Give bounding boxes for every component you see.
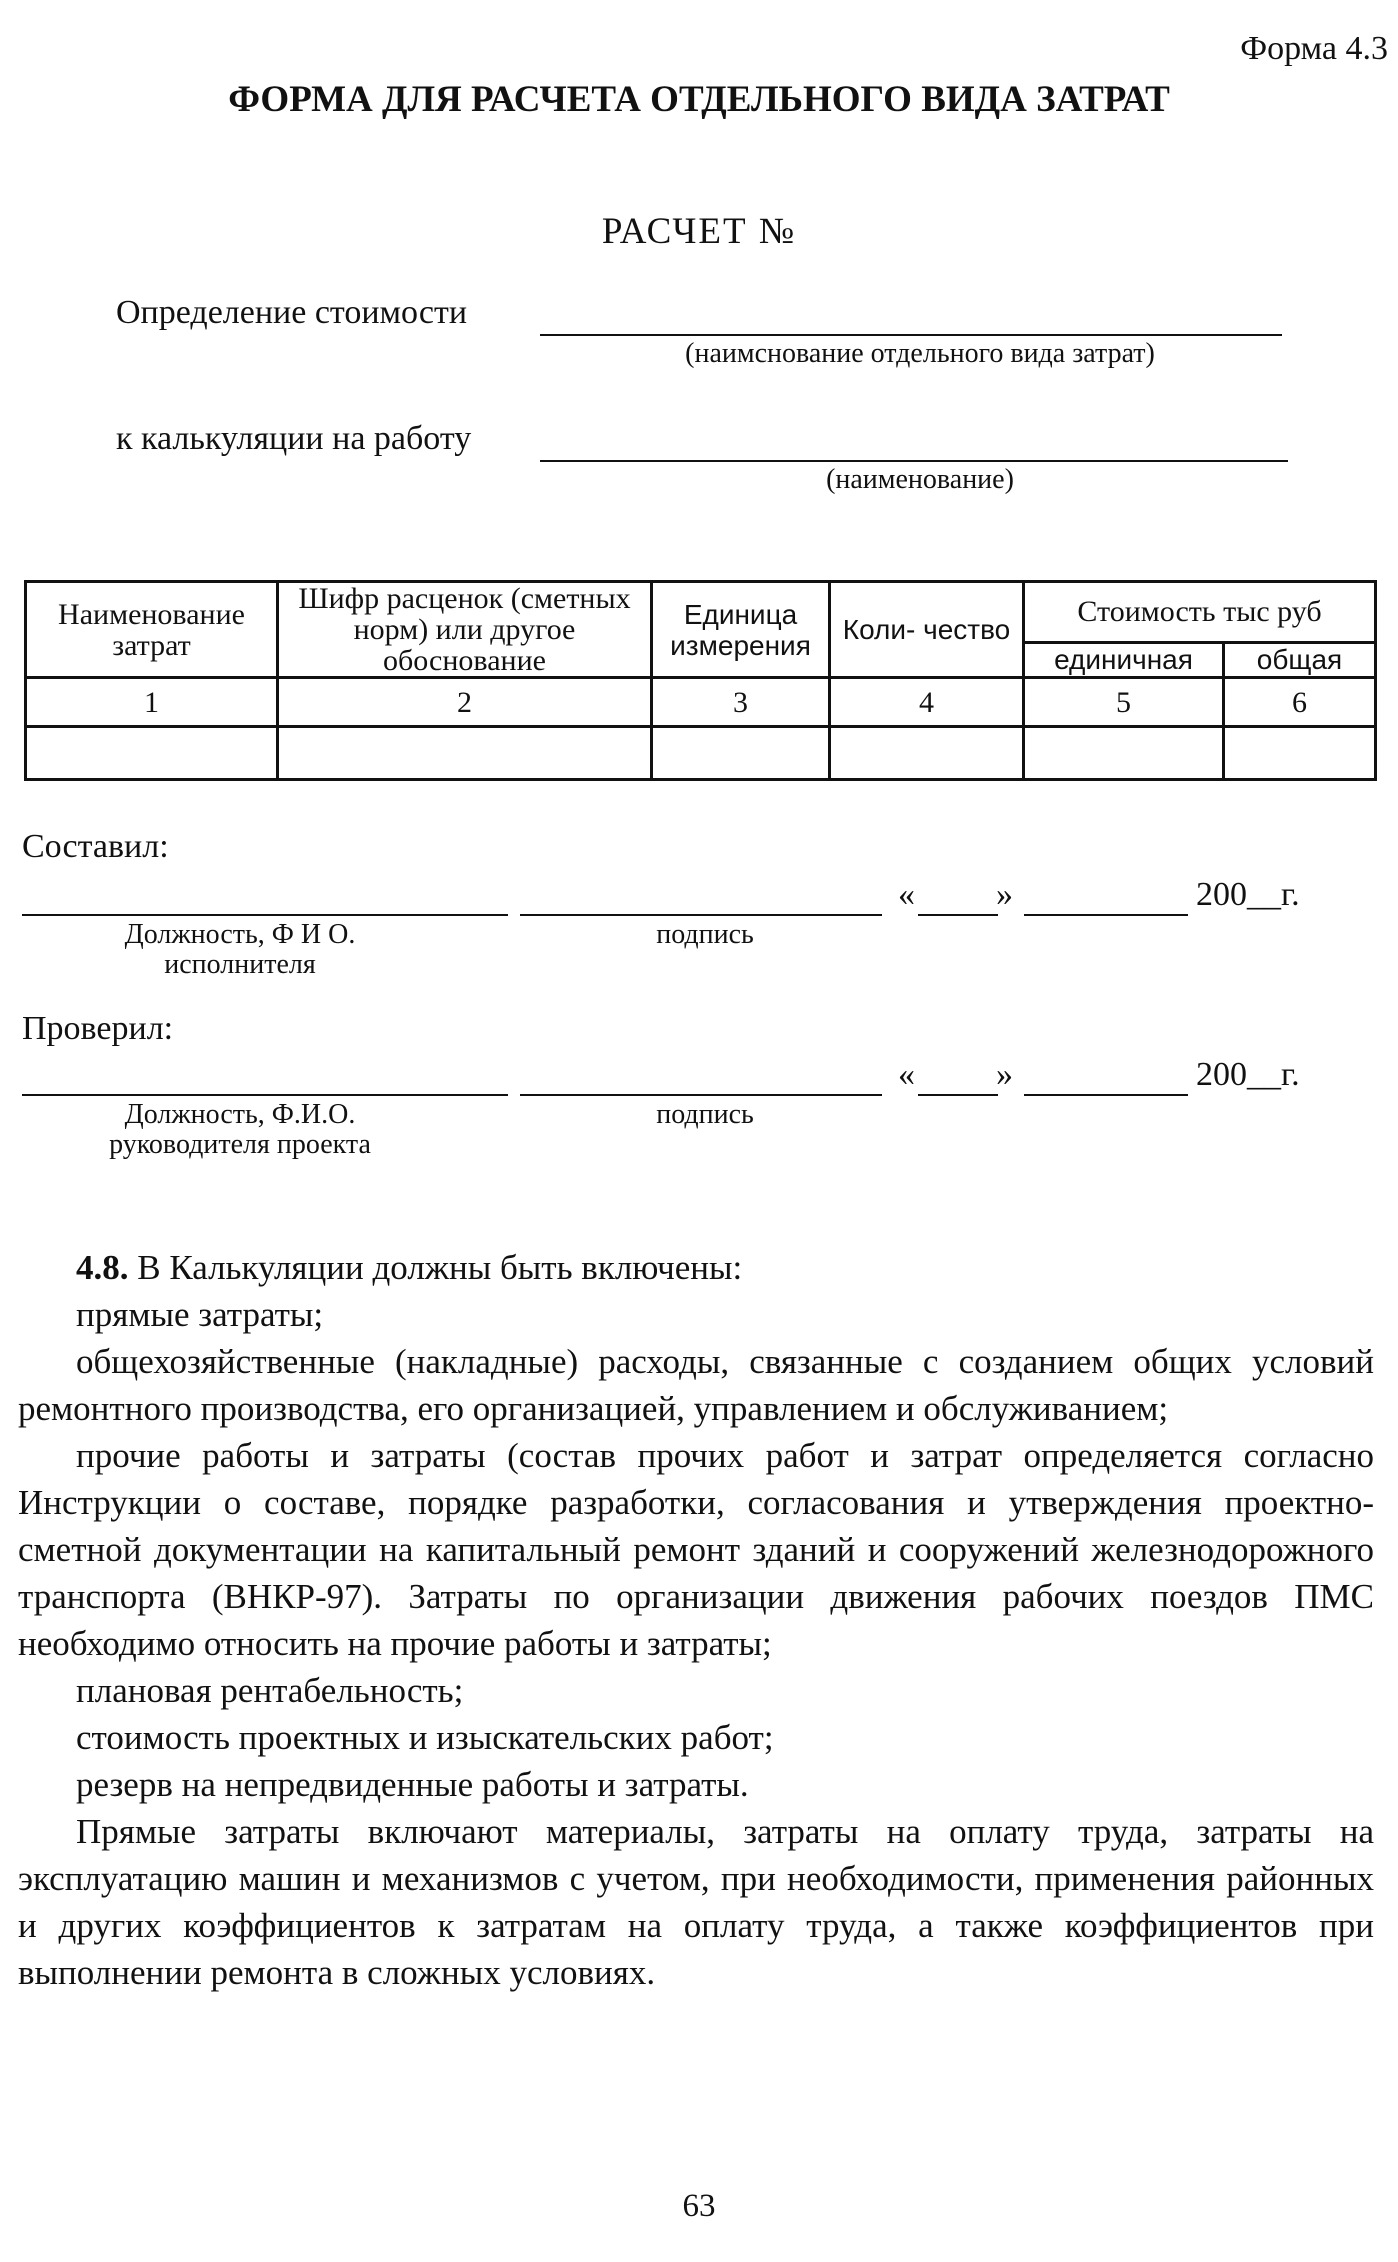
checked-month-line[interactable] [1024, 1094, 1188, 1096]
form-title: ФОРМА ДЛЯ РАСЧЕТА ОТДЕЛЬНОГО ВИДА ЗАТРАТ [228, 79, 1170, 120]
compiled-year: 200__г. [1196, 876, 1300, 913]
table-cell[interactable] [1224, 727, 1376, 780]
date-quote-open: « [898, 1056, 915, 1093]
checked-signature-line[interactable] [520, 1094, 882, 1096]
table-cell[interactable] [830, 727, 1024, 780]
header-total-cost: общая [1224, 642, 1376, 677]
checked-signature-caption: подпись [656, 1099, 754, 1130]
compiled-month-line[interactable] [1024, 914, 1188, 916]
table-row [26, 727, 1376, 780]
date-quote-close: » [996, 876, 1013, 913]
checked-name-line[interactable] [22, 1094, 508, 1096]
table-cell: 5 [1024, 678, 1224, 727]
table-cell: 2 [278, 678, 652, 727]
cost-table [24, 580, 1377, 781]
section-number: 4.8. [76, 1248, 129, 1287]
checked-by-label: Проверил: [22, 1010, 174, 1047]
work-field-hint: (наименование) [826, 464, 1014, 495]
table-cell[interactable] [278, 727, 652, 780]
compiled-by-label: Составил: [22, 828, 169, 865]
compiled-signature-line[interactable] [520, 914, 882, 916]
header-unit: Единица измерения [652, 582, 830, 678]
header-unit-cost: единичная [1024, 642, 1224, 677]
table-cell[interactable] [26, 727, 278, 780]
checked-year: 200__г. [1196, 1056, 1300, 1093]
table-row [26, 678, 1376, 727]
table-cell: 4 [830, 678, 1024, 727]
list-item: резерв на непредвиденные работы и затраты. [76, 1765, 749, 1804]
checked-day-line[interactable] [918, 1094, 998, 1096]
table-cell[interactable] [652, 727, 830, 780]
cost-field-hint: (наимснование отдельного вида затрат) [685, 338, 1155, 369]
table-cell: 3 [652, 678, 830, 727]
compiled-signature-caption: подпись [656, 919, 754, 950]
header-quantity: Коли- чество [830, 582, 1024, 678]
page-number: 63 [682, 2188, 716, 2224]
list-item: прямые затраты; [76, 1295, 324, 1334]
section-heading: 4.8. В Калькуляции должны быть включены: [76, 1248, 743, 1287]
list-item: плановая рентабельность; [76, 1671, 464, 1710]
date-quote-open: « [898, 876, 915, 913]
table-cell: 1 [26, 678, 278, 727]
calculation-title: РАСЧЕТ № [601, 211, 797, 252]
work-field-label: к калькуляции на работу [116, 420, 472, 457]
cost-field-line[interactable] [540, 334, 1282, 336]
header-cost-name: Наименование затрат [26, 582, 278, 678]
table-cell: 6 [1224, 678, 1376, 727]
compiled-name-line[interactable] [22, 914, 508, 916]
work-field-line[interactable] [540, 460, 1288, 462]
compiled-caption: Должность, Ф И О. исполнителя [124, 919, 356, 980]
list-item: общехозяйственные (накладные) расходы, связанные с созданием общих условий ремонтного производства, его организацией, управлением и обслуживанием; [18, 1342, 1374, 1428]
closing-paragraph: Прямые затраты включают материалы, затраты на оплату труда, затраты на эксплуатацию машин и механизмов с учетом, при необходимости, применения районных и других коэффициентов к затратам на оплату труда, а также коэффициентов при выполнении ремонта в сложных условиях. [18, 1812, 1374, 1992]
table-cell[interactable] [1024, 727, 1224, 780]
section-text [18, 1244, 1374, 1996]
list-item: прочие работы и затраты (состав прочих работ и затрат определяется согласно Инструкции о составе, порядке разработки, согласования и утверждения проектно-сметной документации на капитальный ремонт зданий и сооружений железнодорожного транспорта (ВНКР-97). Затраты по организации движения рабочих поездов ПМС необходимо относить на прочие работы и затраты; [18, 1436, 1374, 1663]
checked-caption: Должность, Ф.И.О. руководителя проекта [109, 1099, 371, 1160]
compiled-day-line[interactable] [918, 914, 998, 916]
header-cost-group: Стоимость тыс руб [1024, 582, 1376, 643]
header-rate-code: Шифр расценок (сметных норм) или другое обоснование [278, 582, 652, 678]
list-item: стоимость проектных и изыскательских работ; [76, 1718, 774, 1757]
date-quote-close: » [996, 1056, 1013, 1093]
cost-field-label: Определение стоимости [116, 294, 468, 331]
form-number: Форма 4.3 [1240, 30, 1388, 67]
